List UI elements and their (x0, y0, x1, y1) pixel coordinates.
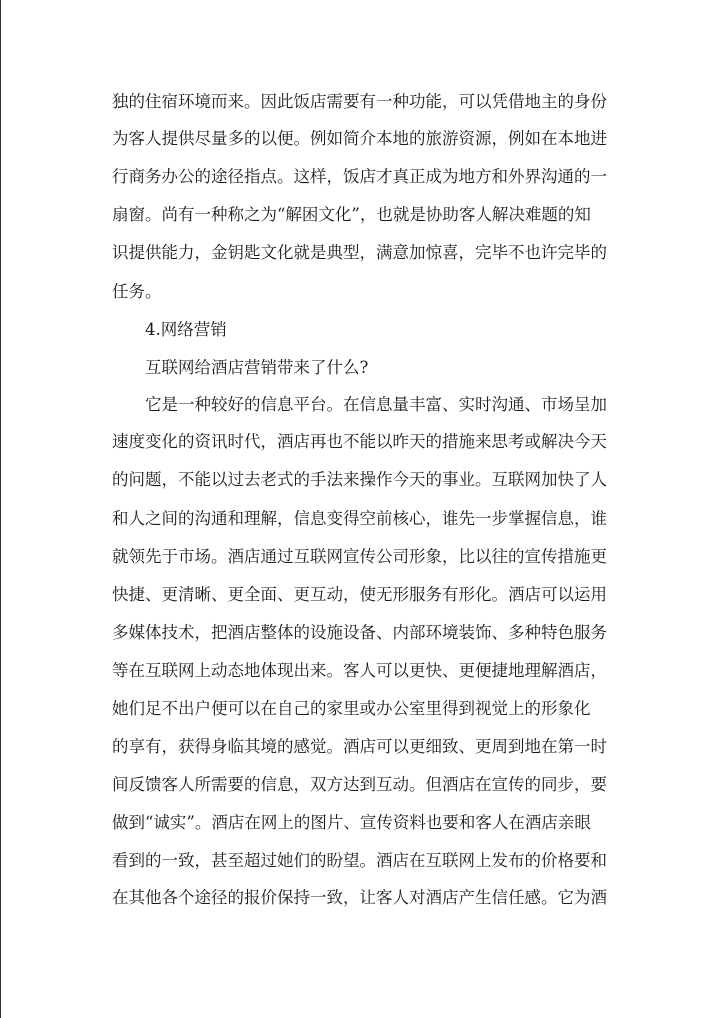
paragraph-line: 间反馈客人所需要的信息，双方达到互动。但酒店在宣传的同步，要 (112, 775, 607, 794)
paragraph-line: 识提供能力，金钥匙文化就是典型，满意加惊喜，完毕不也许完毕的 (112, 243, 607, 262)
paragraph-line: 独的住宿环境而来。因此饭店需要有一种功能，可以凭借地主的身份 (112, 92, 607, 111)
paragraph-line: 做到“诚实”。酒店在网上的图片、宣传资料也要和客人在酒店亲眼 (112, 813, 591, 832)
paragraph-line: 它是一种较好的信息平台。在信息量丰富、实时沟通、市场呈加 (145, 395, 607, 414)
paragraph-line: 的享有，获得身临其境的感觉。酒店可以更细致、更周到地在第一时 (112, 737, 607, 756)
paragraph-line: 为客人提供尽量多的以便。例如简介本地的旅游资源，例如在本地进 (112, 129, 607, 148)
paragraph-line: 看到的一致，甚至超过她们的盼望。酒店在互联网上发布的价格要和 (112, 851, 607, 870)
paragraph-line: 她们足不出户便可以在自己的家里或办公室里得到视觉上的形象化 (112, 699, 591, 718)
page-left-border (0, 0, 1, 1018)
paragraph-line: 行商务办公的途径指点。这样，饭店才真正成为地方和外界沟通的一 (112, 167, 607, 186)
section-question: 互联网给酒店营销带来了什么? (145, 358, 369, 377)
paragraph-line: 等在互联网上动态地体现出来。客人可以更快、更便捷地理解酒店， (112, 661, 607, 680)
section-heading: 4.网络营销 (145, 320, 227, 339)
paragraph-line: 快捷、更清晰、更全面、更互动，使无形服务有形化。酒店可以运用 (112, 585, 607, 604)
paragraph-line: 的问题，不能以过去老式的手法来操作今天的事业。互联网加快了人 (112, 470, 607, 489)
paragraph-line: 扇窗。尚有一种称之为“解困文化”，也就是协助客人解决难题的知 (112, 205, 591, 224)
paragraph-line: 速度变化的资讯时代，酒店再也不能以昨天的措施来思考或解决今天 (112, 432, 607, 451)
paragraph-line: 任务。 (112, 282, 162, 301)
paragraph-line: 就领先于市场。酒店通过互联网宣传公司形象，比以往的宣传措施更 (112, 547, 607, 566)
paragraph-line: 和人之间的沟通和理解，信息变得空前核心，谁先一步掌握信息，谁 (112, 509, 607, 528)
paragraph-line: 在其他各个途径的报价保持一致，让客人对酒店产生信任感。它为酒 (112, 888, 607, 907)
paragraph-line: 多媒体技术，把酒店整体的设施设备、内部环境装饰、多种特色服务 (112, 623, 607, 642)
